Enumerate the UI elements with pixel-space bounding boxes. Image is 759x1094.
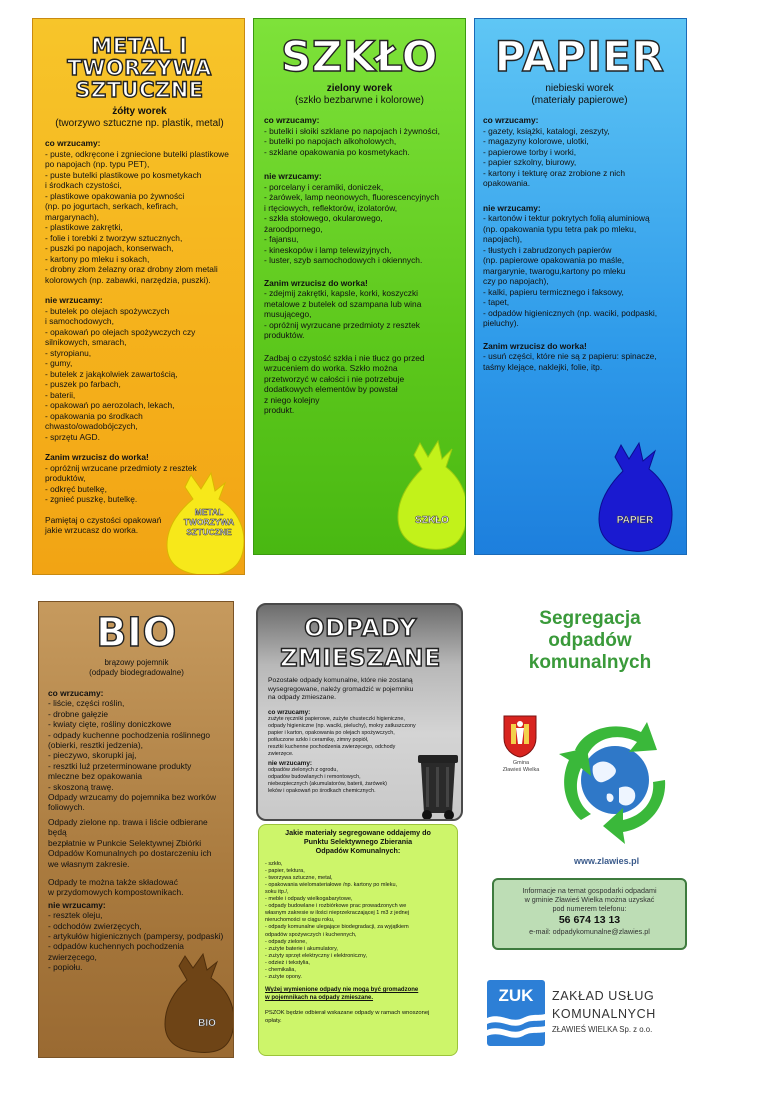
list-item: - usuń części, które nie są z papieru: spinacze, taśmy klejące, naklejki, folie, itp.: [483, 351, 657, 372]
bio-note-3: Odpady te można także składować w przydomowych kompostownikach.: [48, 876, 184, 898]
list-item: - sprzętu AGD.: [45, 431, 100, 442]
pszok-list: [265, 861, 451, 982]
list-item: - szklane opakowania po kosmetykach.: [264, 146, 410, 157]
contact-email[interactable]: e-mail: odpadykomunalne@zlawies.pl: [529, 927, 650, 936]
glass-before-heading: Zanim wrzucisz do worka!: [264, 277, 368, 288]
pszok-heading: Jakie materiały segregowane oddajemy do Punktu Selektywnego Zbierania Odpadów Komunalnych:: [285, 828, 431, 856]
glass-no-heading: nie wrzucamy:: [264, 171, 322, 182]
list-item: - baterii,: [45, 389, 76, 400]
metal-bag-type: żółty worek: [112, 106, 167, 118]
zuk-name-line-2: KOMUNALNYCH: [552, 1007, 656, 1021]
list-item: - popiołu.: [48, 962, 83, 973]
bio-bag-type: brązowy pojemnik: [104, 658, 169, 667]
metal-note: Pamiętaj o czystości opakowań jakie wrzucasz do worka.: [45, 514, 162, 536]
mixed-intro: Pozostałe odpady komunalne, które nie zostaną wysegregowane, należy gromadzić w pojemniku na odpady zmieszane.: [268, 677, 414, 701]
glass-throw-heading: co wrzucamy:: [264, 115, 320, 126]
list-item: - gumy,: [45, 358, 73, 369]
paper-panel: [474, 18, 687, 555]
list-item: - puszki po napojach, konserwach,: [45, 243, 174, 254]
metal-no-list: [45, 306, 234, 443]
list-item: - papierowe torby i worki,: [483, 146, 577, 157]
mixed-no-heading: nie wrzucamy:: [268, 759, 313, 767]
list-item: - butelek po olejach spożywczych i samochodowych,: [45, 305, 170, 327]
list-item: - gazety, książki, katalogi, zeszyty,: [483, 125, 610, 136]
pszok-footer: PSZOK będzie odbierał wskazane odpady w ramach wnoszonej opłaty.: [265, 1010, 430, 1024]
list-item: - opakowania po środkach chwasto/owadobójczych,: [45, 410, 143, 432]
bio-bag-desc: (odpady biodegradowalne): [89, 668, 184, 677]
list-item: - szkło,: [265, 860, 283, 867]
list-item: - skoszoną trawę.: [48, 781, 114, 792]
metal-bag-desc: (tworzywo sztuczne np. plastik, metal): [55, 118, 224, 130]
list-item: - opróżnij wrzucane przedmioty z resztek produktów,: [45, 462, 197, 484]
metal-title: METAL I TWORZYWA SZTUCZNE: [67, 34, 212, 103]
trash-bin-icon: [416, 751, 460, 821]
paper-before-heading: Zanim wrzucisz do worka!: [483, 340, 587, 351]
green-bag-icon: [394, 437, 466, 555]
paper-no-heading: nie wrzucamy:: [483, 202, 541, 213]
glass-title: SZKŁO: [281, 32, 438, 81]
list-item: - plastikowe opakowania po żywności (np. po jogurtach, serkach, kefirach, margarynach),: [45, 190, 185, 222]
list-item: - drobny złom żelazny oraz drobny złom metali kolorowych (np. zabawki, narzędzia, puszki).: [45, 264, 218, 285]
zuk-logo-text: ZUK: [498, 986, 534, 1005]
list-item: - kwiaty cięte, rośliny doniczkowe: [48, 719, 172, 730]
list-item: - zużyty sprzęt elektryczny i elektroniczny,: [265, 952, 367, 959]
list-item: - zużyte baterie i akumulatory,: [265, 945, 338, 952]
bio-throw-heading: co wrzucamy:: [48, 688, 104, 698]
list-item: - zdejmij zakrętki, kapsle, korki, koszyczki metalowe z butelek od szampana lub wina musującego,: [264, 288, 422, 320]
list-item: - artykułów higienicznych (pampersy, podpaski): [48, 930, 224, 941]
glass-throw-list: [264, 126, 455, 158]
zuk-name-line-3: ZŁAWIEŚ WIELKA Sp. z o.o.: [552, 1025, 653, 1034]
list-item: - odpady komunalne ulegające biodegradacji, za wyjątkiem odpadów spożywczych i kuchennych,: [265, 924, 409, 938]
list-item: - odpadów higienicznych (np. waciki, podpaski, pieluchy).: [483, 307, 658, 329]
list-item: - szkła stołowego, okularowego, żaroodpornego,: [264, 213, 383, 234]
glass-no-list: [264, 182, 455, 266]
list-item: - odpady kuchenne pochodzenia roślinnego (obierki, resztki jedzenia),: [48, 729, 211, 751]
list-item: - papier szkolny, biurowy,: [483, 157, 577, 168]
glass-before-list: [264, 288, 455, 341]
blue-bag-icon: [593, 439, 675, 555]
list-item: - zużyte opony.: [265, 974, 302, 981]
list-item: - liście, części roślin,: [48, 698, 125, 709]
paper-no-list: [483, 213, 676, 329]
list-item: - kartonów i tektur pokrytych folią aluminiową (np. opakowania typu tetra pak po mleku, napojach),: [483, 213, 650, 245]
pszok-panel: [258, 824, 458, 1056]
list-item: - folie i torebki z tworzyw sztucznych,: [45, 232, 183, 243]
glass-panel: [253, 18, 466, 555]
paper-before-list: [483, 351, 676, 372]
segregation-title: Segregacja odpadów komunalnych: [528, 608, 652, 673]
list-item: - żarówek, lamp neonowych, fluorescencyjnych i rtęciowych, reflektorów, izolatorów,: [264, 192, 440, 213]
list-item: - kineskopów i lamp telewizyjnych,: [264, 244, 392, 255]
metal-throw-list: [45, 149, 234, 286]
bio-no-heading: nie wrzucamy:: [48, 899, 106, 910]
list-item: - butelki po napojach alkoholowych,: [264, 136, 397, 147]
list-item: - chemikalia,: [265, 967, 296, 974]
paper-throw-heading: co wrzucamy:: [483, 115, 539, 126]
list-item: - odpadów kuchennych pochodzenia zwierzęcego,: [48, 941, 184, 962]
list-item: - odchodów zwierzęcych,: [48, 920, 142, 931]
paper-bag-type: niebieski worek: [545, 83, 614, 95]
list-item: - kartony po mleku i sokach,: [45, 253, 150, 264]
list-item: - butelek z jakąkolwiek zawartością,: [45, 368, 178, 379]
contact-phone: 56 674 13 13: [558, 914, 621, 926]
list-item: - odzież i tekstylia,: [265, 959, 310, 966]
list-item: - odpady budowlane i rozbiórkowe prac prowadzonych we własnym zakresie w ilości nieprzekraczającej 1 m3 z jednej nieruchomości w ciągu roku,: [265, 903, 409, 924]
list-item: - puste, odkręcone i zgniecione butelki plastikowe po napojach (np. typu PET),: [45, 148, 229, 170]
paper-title: PAPIER: [494, 32, 665, 81]
glass-bag-desc: (szkło bezbarwne i kolorowe): [295, 95, 424, 107]
paper-throw-list: [483, 126, 676, 189]
list-item: - luster, szyb samochodowych i okiennych.: [264, 255, 423, 266]
list-item: - pieczywo, skorupki jaj,: [48, 750, 137, 761]
list-item: - fajansu,: [264, 234, 299, 245]
zuk-logo: [487, 980, 545, 1046]
list-item: - tłustych i zabrudzonych papierów (np. papierowe opakowania po maśle, margarynie, twarogu,kartony po mleku czy po napojach),: [483, 244, 626, 287]
paper-bag-label: PAPIER: [616, 515, 654, 526]
list-item: - resztki luź przeterminowane produkty mleczne bez opakowania: [48, 760, 192, 782]
gmina-label: Gmina Zławieś Wielka: [502, 760, 540, 773]
list-item: - tapet,: [483, 297, 510, 308]
bio-bag-label: BIO: [198, 1018, 216, 1029]
list-item: - drobne gałęzie: [48, 708, 109, 719]
bio-title: BIO: [96, 610, 177, 656]
list-item: - plastikowe zakrętki,: [45, 222, 123, 233]
segregation-block: [490, 608, 690, 688]
pszok-warning: Wyżej wymienione odpady nie mogą być gromadzone w pojemnikach na odpady zmieszane.: [265, 987, 419, 1001]
zuk-name-line-1: ZAKŁAD USŁUG: [552, 989, 655, 1003]
mixed-throw-heading: co wrzucamy:: [268, 708, 311, 716]
list-item: - butelki i słoiki szklane po napojach i żywności,: [264, 125, 440, 136]
recycling-globe-icon: [545, 710, 685, 850]
paper-bag-desc: (materiały papierowe): [531, 95, 628, 107]
mixed-no-text: odpadów zielonych z ogrodu, odpadów budowlanych i remontowych, niebezpiecznych (akumulatorów, baterii, żarówek) leków i opakowań po środkach chemicznych.: [268, 767, 387, 794]
website-link[interactable]: www.zlawies.pl: [574, 856, 640, 866]
bio-panel: [38, 601, 234, 1058]
mixed-panel: [256, 603, 463, 821]
list-item: - puste butelki plastikowe po kosmetykach i środkach czystości,: [45, 169, 202, 191]
glass-bag-label: SZKŁO: [415, 515, 449, 526]
zuk-waves-icon: [487, 1010, 545, 1046]
list-item: - magazyny kolorowe, ulotki,: [483, 136, 589, 147]
list-item: - tworzywa sztuczne, metal,: [265, 874, 333, 881]
list-item: - styropianu,: [45, 347, 92, 358]
list-item: - meble i odpady wielkogabarytowe,: [265, 896, 353, 903]
bio-note-1: Odpady wrzucamy do pojemnika bez worków foliowych.: [48, 792, 217, 813]
list-item: - resztek oleju,: [48, 910, 103, 921]
list-item: - opróżnij wyrzucane przedmioty z resztek produktów.: [264, 319, 420, 341]
list-item: - puszek po farbach,: [45, 379, 121, 390]
metal-no-heading: nie wrzucamy:: [45, 295, 103, 306]
list-item: - odkręć butelkę,: [45, 483, 107, 494]
mixed-throw-text: zużyte ręczniki papierowe, zużyte chusteczki higieniczne, odpady higieniczne (np. waciki, pieluchy), mokry zatłuszczony papier i karton, opakowania po olejach spożywczych, potłuczone szkło i ceramikę, zimny popiół, resztki kuchenne pochodzenia zwierzęcego, odchody zwierzęce.: [268, 716, 416, 757]
metal-throw-heading: co wrzucamy:: [45, 138, 101, 149]
brown-bag-icon: [159, 950, 234, 1056]
list-item: - opakowań po olejach spożywczych czy silnikowych, smarach,: [45, 326, 196, 348]
metal-before-heading: Zanim wrzucisz do worka!: [45, 452, 149, 463]
list-item: - opakowania wielomateriałowe /np. kartony po mleku, soku itp./,: [265, 881, 398, 895]
coat-of-arms-icon: [502, 714, 538, 758]
glass-note: Zadbaj o czystość szkła i nie tłucz go przed wrzuceniem do worka. Szkło można przetworzyć w całości i nie potrzebuje dodatkowych elementów by powstał z niego kolejny produkt.: [264, 352, 425, 416]
glass-bag-type: zielony worek: [326, 83, 393, 95]
list-item: - papier, tektura,: [265, 867, 305, 874]
metal-bag-label: METAL TWORZYWA SZTUCZNE: [183, 507, 235, 537]
list-item: - zgnieć puszkę, butelkę.: [45, 494, 138, 505]
mixed-title: ODPADY ZMIESZANE: [280, 614, 441, 672]
list-item: - odpady zielone,: [265, 938, 307, 945]
bio-note-2: Odpady zielone np. trawa i liście odbierane będą bezpłatnie w Punkcie Selektywnej Zbiórki Odpadów Komunalnych po dostarczeniu ich we własnym zakresie.: [48, 816, 212, 869]
metal-panel: [32, 18, 245, 575]
list-item: - kalki, papieru termicznego i faksowy,: [483, 286, 624, 297]
contact-info-box: [492, 878, 687, 950]
list-item: - opakowań po aerozolach, lekach,: [45, 400, 175, 411]
list-item: - porcelany i ceramiki, doniczek,: [264, 181, 384, 192]
contact-info-text: Informacje na temat gospodarki odpadami w gminie Zławieś Wielka można uzyskać pod numerem telefonu:: [522, 886, 657, 913]
list-item: - kartony i tekturę oraz zrobione z nich opakowania.: [483, 167, 625, 189]
bio-throw-list: [48, 698, 225, 792]
